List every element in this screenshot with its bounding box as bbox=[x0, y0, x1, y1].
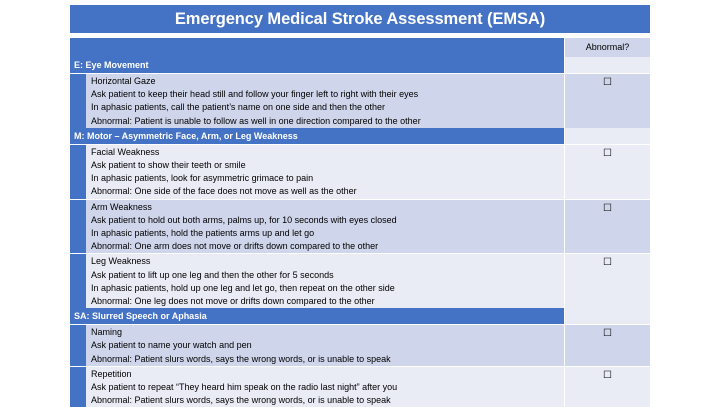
assessment-instruction: Abnormal: Patient is unable to follow as well in one direction compared to the other bbox=[91, 115, 421, 126]
sections-container bbox=[70, 57, 650, 407]
assessment-row bbox=[70, 253, 650, 308]
abnormal-checkbox[interactable]: ☐ bbox=[564, 200, 650, 254]
assessment-instruction: Abnormal: One leg does not move or drifts down compared to the other bbox=[91, 296, 375, 307]
assessment-item-name: Horizontal Gaze bbox=[91, 76, 156, 86]
section-header bbox=[70, 128, 650, 144]
row-indent-bar bbox=[70, 325, 86, 366]
assessment-instruction: Abnormal: One side of the face does not move as well as the other bbox=[91, 186, 357, 197]
row-indent-bar bbox=[70, 367, 86, 407]
row-indent-bar bbox=[70, 200, 86, 254]
assessment-instruction: In aphasic patients, hold up one leg and let go, then repeat on the other side bbox=[91, 282, 395, 293]
section-header bbox=[70, 57, 650, 73]
section-abnormal-cell bbox=[564, 308, 650, 324]
assessment-item-name: Leg Weakness bbox=[91, 256, 151, 267]
emsa-table bbox=[70, 5, 650, 407]
abnormal-checkbox[interactable]: ☐ bbox=[564, 367, 650, 407]
column-header-row bbox=[70, 38, 650, 57]
assessment-text bbox=[86, 74, 564, 128]
assessment-instruction: In aphasic patients, hold the patients arms up and let go bbox=[91, 228, 315, 239]
section-header bbox=[70, 308, 650, 324]
section-label: SA: Slurred Speech or Aphasia bbox=[70, 308, 564, 324]
abnormal-checkbox[interactable]: ☐ bbox=[564, 325, 650, 366]
assessment-text bbox=[86, 145, 564, 199]
assessment-instruction: Ask patient to name your watch and pen bbox=[91, 340, 252, 351]
assessment-row bbox=[70, 144, 650, 199]
row-indent-bar bbox=[70, 145, 86, 199]
assessment-item-name: Arm Weakness bbox=[91, 201, 152, 212]
assessment-instruction: Ask patient to keep their head still and follow your finger left to right with their eyes bbox=[91, 89, 419, 100]
section-abnormal-cell bbox=[564, 128, 650, 144]
table-title: Emergency Medical Stroke Assessment (EMSA) bbox=[70, 5, 650, 33]
section-abnormal-cell bbox=[564, 57, 650, 73]
assessment-instruction: Abnormal: One arm does not move or drifts down compared to the other bbox=[91, 241, 379, 252]
assessment-instruction: Ask patient to show their teeth or smile bbox=[91, 160, 246, 171]
assessment-instruction: Abnormal: Patient slurs words, says the wrong words, or is unable to speak bbox=[91, 353, 391, 364]
row-indent-bar bbox=[70, 254, 86, 308]
assessment-instruction: Ask patient to lift up one leg and then the other for 5 seconds bbox=[91, 269, 334, 280]
assessment-instruction: In aphasic patients, call the patient’s name on one side and then the other bbox=[91, 102, 386, 113]
section-label: E: Eye Movement bbox=[70, 57, 564, 73]
abnormal-checkbox[interactable]: ☐ bbox=[564, 254, 650, 308]
assessment-item-name: Naming bbox=[91, 327, 123, 338]
assessment-row bbox=[70, 73, 650, 128]
assessment-instruction: Ask patient to hold out both arms, palms up, for 10 seconds with eyes closed bbox=[91, 214, 397, 225]
abnormal-checkbox[interactable]: ☐ bbox=[564, 74, 650, 128]
assessment-item-name: Facial Weakness bbox=[91, 146, 160, 157]
assessment-instruction: In aphasic patients, look for asymmetric grimace to pain bbox=[91, 173, 314, 184]
assessment-item-name: Repetition bbox=[91, 368, 132, 379]
assessment-text bbox=[86, 367, 564, 407]
assessment-instruction: Ask patient to repeat “They heard him speak on the radio last night” after you bbox=[91, 382, 398, 393]
assessment-text bbox=[86, 325, 564, 366]
assessment-text bbox=[86, 254, 564, 308]
row-indent-bar bbox=[70, 74, 86, 128]
section-label: M: Motor – Asymmetric Face, Arm, or Leg Weakness bbox=[70, 128, 564, 144]
assessment-text bbox=[86, 200, 564, 254]
assessment-row bbox=[70, 199, 650, 254]
column-header-spacer bbox=[70, 38, 564, 57]
abnormal-checkbox[interactable]: ☐ bbox=[564, 145, 650, 199]
abnormal-column-header: Abnormal? bbox=[564, 38, 650, 57]
assessment-row bbox=[70, 324, 650, 366]
assessment-row bbox=[70, 366, 650, 407]
assessment-instruction: Abnormal: Patient slurs words, says the wrong words, or is unable to speak bbox=[91, 395, 391, 406]
